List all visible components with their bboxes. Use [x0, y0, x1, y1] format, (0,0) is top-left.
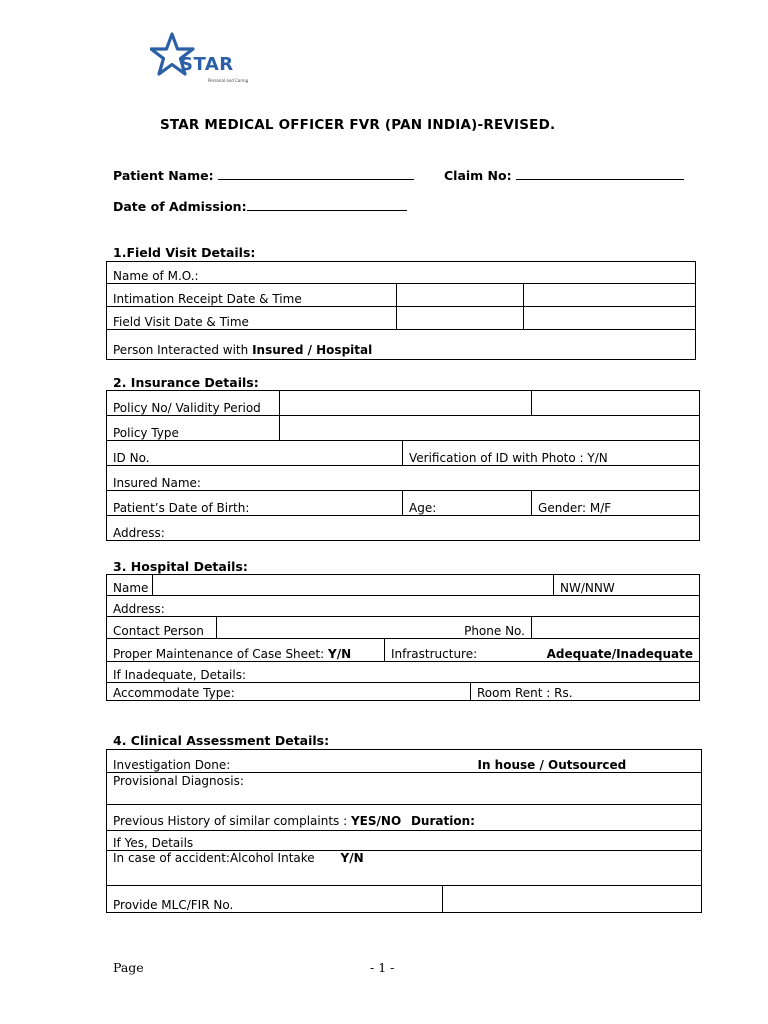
policy-type-cell[interactable] [280, 416, 700, 441]
hospital-name-cell[interactable] [153, 575, 554, 596]
policy-no-label: Policy No/ Validity Period [107, 391, 280, 416]
person-interacted-label: Person Interacted with [113, 343, 249, 357]
duration-label: Duration: [410, 814, 475, 828]
field-visit-time-cell[interactable] [524, 307, 696, 330]
hospital-table [106, 574, 700, 701]
infrastructure-options: Adequate/Inadequate [546, 647, 694, 661]
insured-address-label: Address: [113, 526, 165, 540]
section-1-heading: 1.Field Visit Details: [113, 245, 256, 260]
hospital-name-label: Name [107, 575, 153, 596]
policy-type-label: Policy Type [107, 416, 280, 441]
case-sheet-cell[interactable] [107, 639, 385, 662]
accommodation-cell[interactable] [107, 683, 471, 701]
intimation-time-cell[interactable] [524, 284, 696, 307]
age-label: Age: [409, 501, 437, 515]
logo-tagline: Personal and Caring [208, 78, 249, 83]
patient-name-label: Patient Name: [113, 168, 214, 183]
id-no-cell[interactable] [107, 441, 403, 466]
id-no-label: ID No. [113, 451, 150, 465]
contact-person-cell[interactable] [217, 617, 532, 639]
infrastructure-cell[interactable] [385, 639, 700, 662]
previous-history-yn: YES/NO [350, 814, 402, 828]
policy-no-cell[interactable] [280, 391, 532, 416]
room-rent-cell[interactable] [471, 683, 700, 701]
insurance-table [106, 390, 700, 541]
accident-label: In case of accident:Alcohol Intake [113, 851, 315, 865]
gender-label: Gender: M/F [538, 501, 612, 515]
insured-name-cell[interactable] [107, 466, 700, 491]
investigation-cell[interactable] [107, 750, 702, 773]
if-yes-details-label: If Yes, Details [113, 836, 194, 850]
admission-date-blank[interactable] [247, 199, 407, 211]
intimation-label: Intimation Receipt Date & Time [107, 284, 397, 307]
validity-period-cell[interactable] [532, 391, 700, 416]
nw-nnw-label: NW/NNW [560, 581, 615, 595]
accommodation-label: Accommodate Type: [113, 686, 235, 700]
contact-person-label: Contact Person [107, 617, 217, 639]
patient-name-blank[interactable] [218, 168, 414, 180]
hospital-address-cell[interactable] [107, 596, 700, 617]
dob-label: Patient’s Date of Birth: [113, 501, 250, 515]
case-sheet-yn: Y/N [328, 647, 352, 661]
name-of-mo-label: Name of M.O.: [113, 269, 199, 283]
mlc-cell[interactable] [443, 886, 702, 913]
gender-cell[interactable] [532, 491, 700, 516]
provisional-diagnosis-label: Provisional Diagnosis: [113, 774, 244, 788]
document-title: STAR MEDICAL OFFICER FVR (PAN INDIA)-REVISED. [160, 117, 556, 133]
phone-no-cell[interactable] [532, 617, 700, 639]
accident-yn: Y/N [340, 851, 364, 865]
previous-history-cell[interactable] [107, 805, 702, 831]
person-interacted-options: Insured / Hospital [252, 343, 373, 357]
insured-address-cell[interactable] [107, 516, 700, 541]
case-sheet-label: Proper Maintenance of Case Sheet: [113, 647, 325, 661]
inadequate-details-cell[interactable] [107, 662, 700, 683]
star-logo [150, 30, 250, 88]
admission-date-field[interactable] [113, 199, 407, 214]
if-yes-details-cell[interactable] [107, 831, 702, 851]
investigation-label: Investigation Done: [113, 758, 231, 772]
claim-no-blank[interactable] [516, 168, 684, 180]
provisional-diagnosis-cell[interactable] [107, 773, 702, 805]
admission-date-label: Date of Admission: [113, 199, 247, 214]
person-interacted-cell[interactable] [107, 330, 696, 360]
investigation-options: In house / Outsourced [477, 758, 627, 772]
age-cell[interactable] [403, 491, 532, 516]
field-visit-label: Field Visit Date & Time [107, 307, 397, 330]
field-visit-date-cell[interactable] [397, 307, 524, 330]
id-verification-cell[interactable] [403, 441, 700, 466]
section-2-heading: 2. Insurance Details: [113, 375, 259, 390]
previous-history-label: Previous History of similar complaints : [113, 814, 348, 828]
insured-name-label: Insured Name: [113, 476, 201, 490]
clinical-table [106, 749, 702, 913]
footer-page-label: Page [113, 960, 144, 975]
room-rent-label: Room Rent : Rs. [477, 686, 573, 700]
nw-nnw-cell[interactable] [554, 575, 700, 596]
logo-wordmark: STAR [180, 54, 234, 75]
field-visit-table [106, 261, 696, 360]
section-4-heading: 4. Clinical Assessment Details: [113, 733, 330, 748]
mlc-label: Provide MLC/FIR No. [107, 886, 443, 913]
id-verification-label: Verification of ID with Photo : Y/N [409, 451, 608, 465]
phone-no-label: Phone No. [464, 624, 525, 638]
footer-page-number: - 1 - [370, 960, 395, 975]
accident-cell[interactable] [107, 851, 702, 886]
infrastructure-label: Infrastructure: [391, 647, 478, 661]
claim-no-label: Claim No: [444, 168, 512, 183]
inadequate-details-label: If Inadequate, Details: [113, 668, 247, 682]
hospital-address-label: Address: [113, 602, 165, 616]
section-3-heading: 3. Hospital Details: [113, 559, 248, 574]
intimation-date-cell[interactable] [397, 284, 524, 307]
patient-name-field[interactable] [113, 168, 414, 183]
dob-cell[interactable] [107, 491, 403, 516]
claim-no-field[interactable] [444, 168, 684, 183]
name-of-mo-cell[interactable] [107, 262, 696, 284]
